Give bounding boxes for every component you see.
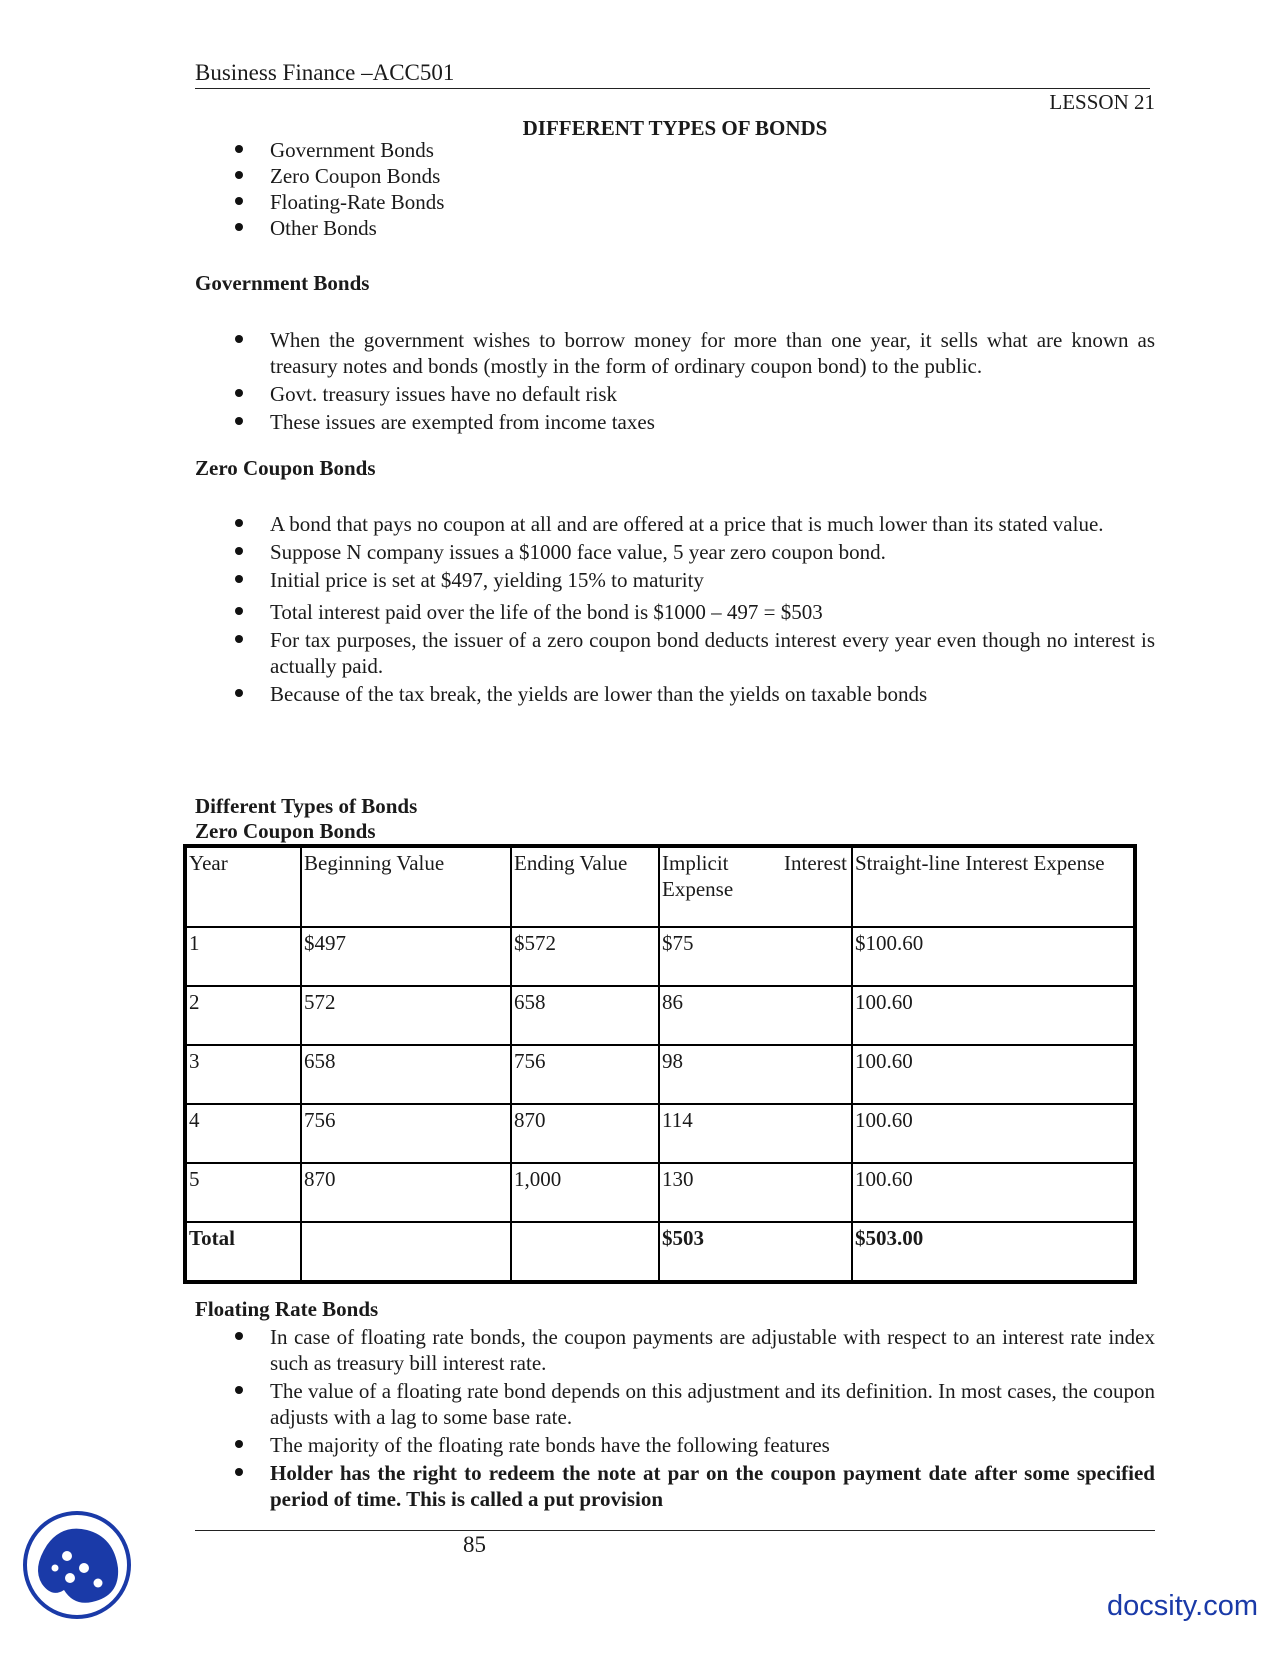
table-cell: $497 [301, 927, 511, 986]
table-cell: 870 [301, 1163, 511, 1222]
list-item: The majority of the floating rate bonds have the following features [195, 1432, 1155, 1458]
table-cell: 572 [301, 986, 511, 1045]
list-item: Holder has the right to redeem the note at par on the coupon payment date after some specified period of time. This is called a put provision [195, 1460, 1155, 1512]
list-item: These issues are exempted from income taxes [195, 409, 1155, 435]
table-cell: Total [185, 1222, 301, 1282]
table-cell: $572 [511, 927, 659, 986]
column-header-straight-line: Straight-line Interest Expense [852, 846, 1135, 927]
bullet-icon [235, 1332, 243, 1340]
table-row [185, 927, 1135, 986]
toc-list [195, 137, 1095, 241]
bond-table [183, 844, 1137, 1284]
table-cell: 98 [659, 1045, 852, 1104]
course-header: Business Finance –ACC501 [195, 60, 1150, 89]
list-item: Initial price is set at $497, yielding 15% to maturity [195, 567, 1155, 593]
section-heading-zero-coupon: Zero Coupon Bonds [195, 456, 376, 480]
bullet-icon [235, 171, 243, 179]
table-cell: 658 [511, 986, 659, 1045]
bullet-icon [235, 547, 243, 555]
table-heading-2: Zero Coupon Bonds [195, 819, 376, 843]
table-heading-1: Different Types of Bonds [195, 794, 418, 818]
page-number: 85 [463, 1532, 486, 1557]
table-row [185, 1163, 1135, 1222]
column-header-ending: Ending Value [511, 846, 659, 927]
table-cell: 100.60 [852, 1104, 1135, 1163]
column-header-beginning: Beginning Value [301, 846, 511, 927]
government-bullets [195, 327, 1155, 435]
table-cell: 5 [185, 1163, 301, 1222]
docsity-link[interactable]: docsity.com [1107, 1590, 1258, 1622]
section-heading-government: Government Bonds [195, 271, 370, 295]
table-cell: 100.60 [852, 1045, 1135, 1104]
table-row [185, 986, 1135, 1045]
table-cell: 1 [185, 927, 301, 986]
table-cell: 4 [185, 1104, 301, 1163]
list-item: For tax purposes, the issuer of a zero coupon bond deducts interest every year even though no interest is actually paid. [195, 627, 1155, 679]
table-cell: $75 [659, 927, 852, 986]
table-cell: $100.60 [852, 927, 1135, 986]
table-cell [511, 1222, 659, 1282]
footer-divider [195, 1530, 1155, 1531]
table-cell: 86 [659, 986, 852, 1045]
table-cell: 756 [301, 1104, 511, 1163]
lesson-label: LESSON 21 [1049, 90, 1155, 114]
bullet-icon [235, 417, 243, 425]
page-title: DIFFERENT TYPES OF BONDS [522, 116, 828, 140]
list-item: A bond that pays no coupon at all and are offered at a price that is much lower than its stated value. [195, 511, 1155, 537]
list-item: The value of a floating rate bond depends on this adjustment and its definition. In most cases, the coupon adjusts with a lag to some base rate. [195, 1378, 1155, 1430]
table-cell [301, 1222, 511, 1282]
column-header-year: Year [185, 846, 301, 927]
list-item: Govt. treasury issues have no default risk [195, 381, 1155, 407]
bullet-icon [235, 1468, 243, 1476]
table-cell: $503.00 [852, 1222, 1135, 1282]
table-cell: 3 [185, 1045, 301, 1104]
table-cell: 756 [511, 1045, 659, 1104]
table-cell: 870 [511, 1104, 659, 1163]
bullet-icon [235, 607, 243, 615]
list-item: Suppose N company issues a $1000 face value, 5 year zero coupon bond. [195, 539, 1155, 565]
table-cell: 658 [301, 1045, 511, 1104]
bullet-icon [235, 575, 243, 583]
bullet-icon [235, 689, 243, 697]
list-item: Other Bonds [195, 215, 1095, 241]
table-cell: 100.60 [852, 1163, 1135, 1222]
table-row [185, 1104, 1135, 1163]
floating-bullets [195, 1324, 1155, 1512]
bullet-icon [235, 519, 243, 527]
list-item: In case of floating rate bonds, the coupon payments are adjustable with respect to an interest rate index such as treasury bill interest rate. [195, 1324, 1155, 1376]
list-item: Zero Coupon Bonds [195, 163, 1095, 189]
table-cell: 2 [185, 986, 301, 1045]
column-header-implicit: Implicit Interest Expense [659, 846, 852, 927]
bullet-icon [235, 197, 243, 205]
list-item: Government Bonds [195, 137, 1095, 163]
table-cell: 130 [659, 1163, 852, 1222]
list-item: Because of the tax break, the yields are lower than the yields on taxable bonds [195, 681, 1155, 707]
table-row [185, 1045, 1135, 1104]
bullet-icon [235, 1386, 243, 1394]
list-item: Floating-Rate Bonds [195, 189, 1095, 215]
bullet-icon [235, 223, 243, 231]
bullet-icon [235, 335, 243, 343]
docsity-logo-icon [22, 1510, 132, 1620]
table-cell: 1,000 [511, 1163, 659, 1222]
table-cell: 100.60 [852, 986, 1135, 1045]
list-item: Total interest paid over the life of the bond is $1000 – 497 = $503 [195, 599, 1155, 625]
bullet-icon [235, 145, 243, 153]
bullet-icon [235, 1440, 243, 1448]
table-header-row [185, 846, 1135, 927]
list-item: When the government wishes to borrow money for more than one year, it sells what are known as treasury notes and bonds (mostly in the form of ordinary coupon bond) to the public. [195, 327, 1155, 379]
section-heading-floating: Floating Rate Bonds [195, 1297, 379, 1321]
table-cell: 114 [659, 1104, 852, 1163]
zero-coupon-bullets [195, 511, 1155, 707]
table-cell: $503 [659, 1222, 852, 1282]
bullet-icon [235, 635, 243, 643]
bullet-icon [235, 389, 243, 397]
table-total-row [185, 1222, 1135, 1282]
